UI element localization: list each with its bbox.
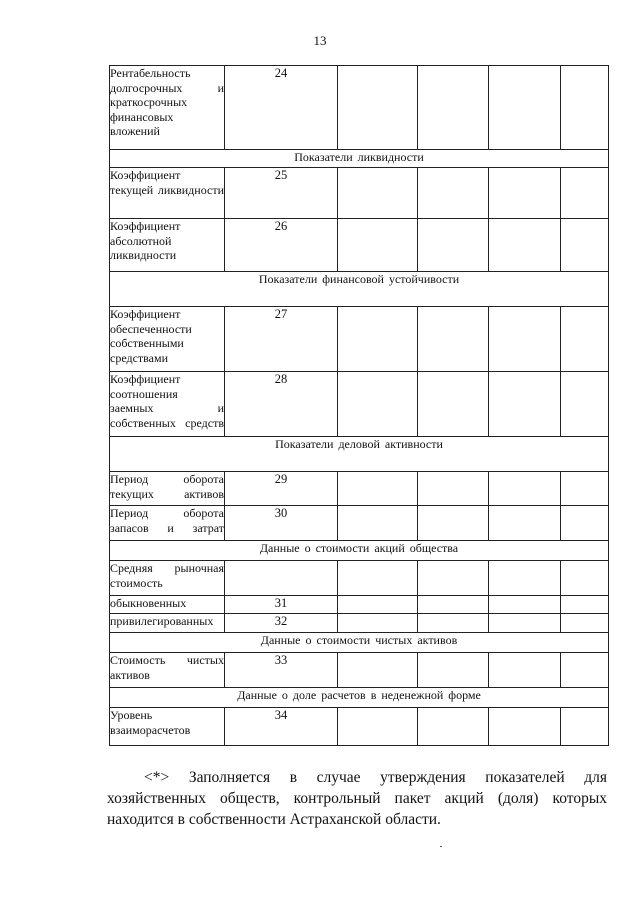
indicator-name: Коэффициент обеспеченности собственными средствами (110, 307, 225, 372)
value-cell (561, 307, 609, 372)
indicator-row (110, 168, 609, 219)
value-cell (338, 307, 418, 372)
value-cell (489, 307, 561, 372)
value-cell (561, 561, 609, 596)
indicator-code: 34 (225, 708, 338, 746)
value-cell (338, 506, 418, 541)
footnote: <*> Заполняется в случае утверждения показателей для хозяйственных обществ, контрольный пакет акций (доля) которых находится в собственности Астраханской области. (107, 769, 607, 828)
indicator-row (110, 708, 609, 746)
indicator-name: Период оборота текущих активов (110, 472, 225, 506)
value-cell (561, 653, 609, 688)
value-cell (489, 219, 561, 272)
indicator-row (110, 307, 609, 372)
value-cell (418, 653, 489, 688)
section-title: Данные о стоимости чистых активов (110, 633, 609, 653)
value-cell (418, 596, 489, 614)
section-header-row (110, 688, 609, 708)
value-cell (418, 614, 489, 633)
section-header-row (110, 150, 609, 168)
value-cell (338, 561, 418, 596)
indicator-name: Коэффициент текущей ликвидности (110, 168, 225, 219)
indicator-code: 32 (225, 614, 338, 633)
value-cell (489, 596, 561, 614)
value-cell (489, 472, 561, 506)
value-cell (338, 596, 418, 614)
section-title: Показатели деловой активности (110, 437, 609, 472)
indicator-code: 27 (225, 307, 338, 372)
indicator-code: 29 (225, 472, 338, 506)
value-cell (418, 66, 489, 150)
indicator-name: Коэффициент абсолютной ликвидности (110, 219, 225, 272)
indicator-row (110, 614, 609, 633)
indicator-name: Рентабельность долгосрочных и краткосрочных финансовых вложений (110, 66, 225, 150)
section-title: Данные о доле расчетов в неденежной форме (110, 688, 609, 708)
value-cell (418, 307, 489, 372)
indicator-name: обыкновенных (110, 596, 225, 614)
indicator-name: Уровень взаиморасчетов (110, 708, 225, 746)
indicator-row (110, 653, 609, 688)
value-cell (561, 372, 609, 437)
value-cell (561, 506, 609, 541)
section-header-row (110, 633, 609, 653)
indicator-row (110, 596, 609, 614)
section-header-row (110, 541, 609, 561)
indicators-table (109, 65, 609, 746)
indicator-code: 33 (225, 653, 338, 688)
value-cell (338, 168, 418, 219)
value-cell (418, 708, 489, 746)
value-cell (561, 708, 609, 746)
value-cell (489, 168, 561, 219)
value-cell (561, 614, 609, 633)
indicator-code: 30 (225, 506, 338, 541)
value-cell (489, 653, 561, 688)
value-cell (489, 614, 561, 633)
indicator-code (225, 561, 338, 596)
value-cell (561, 472, 609, 506)
indicator-row (110, 372, 609, 437)
value-cell (338, 708, 418, 746)
value-cell (418, 472, 489, 506)
value-cell (561, 66, 609, 150)
indicator-code: 25 (225, 168, 338, 219)
table-body (110, 66, 609, 746)
value-cell (489, 506, 561, 541)
value-cell (489, 708, 561, 746)
value-cell (338, 66, 418, 150)
indicator-row (110, 219, 609, 272)
indicator-code: 31 (225, 596, 338, 614)
section-title: Показатели финансовой устойчивости (110, 272, 609, 307)
value-cell (489, 66, 561, 150)
indicator-row (110, 66, 609, 150)
value-cell (561, 596, 609, 614)
section-header-row (110, 437, 609, 472)
value-cell (338, 653, 418, 688)
stray-mark (440, 846, 442, 847)
value-cell (489, 372, 561, 437)
indicator-row (110, 506, 609, 541)
page-number: 13 (313, 33, 327, 48)
value-cell (338, 219, 418, 272)
value-cell (489, 561, 561, 596)
section-header-row (110, 272, 609, 307)
indicator-name: Средняя рыночная стоимость (110, 561, 225, 596)
indicator-code: 26 (225, 219, 338, 272)
value-cell (338, 472, 418, 506)
section-title: Показатели ликвидности (110, 150, 609, 168)
value-cell (338, 614, 418, 633)
indicator-row (110, 561, 609, 596)
value-cell (418, 372, 489, 437)
indicator-code: 24 (225, 66, 338, 150)
value-cell (418, 561, 489, 596)
indicator-name: Стоимость чистых активов (110, 653, 225, 688)
indicator-name: Коэффициент соотношения заемных и собственных средств (110, 372, 225, 437)
value-cell (418, 168, 489, 219)
indicator-name: Период оборота запасов и затрат (110, 506, 225, 541)
value-cell (418, 219, 489, 272)
indicator-name: привилегированных (110, 614, 225, 633)
value-cell (418, 506, 489, 541)
value-cell (561, 219, 609, 272)
value-cell (338, 372, 418, 437)
indicator-row (110, 472, 609, 506)
indicator-code: 28 (225, 372, 338, 437)
section-title: Данные о стоимости акций общества (110, 541, 609, 561)
value-cell (561, 168, 609, 219)
